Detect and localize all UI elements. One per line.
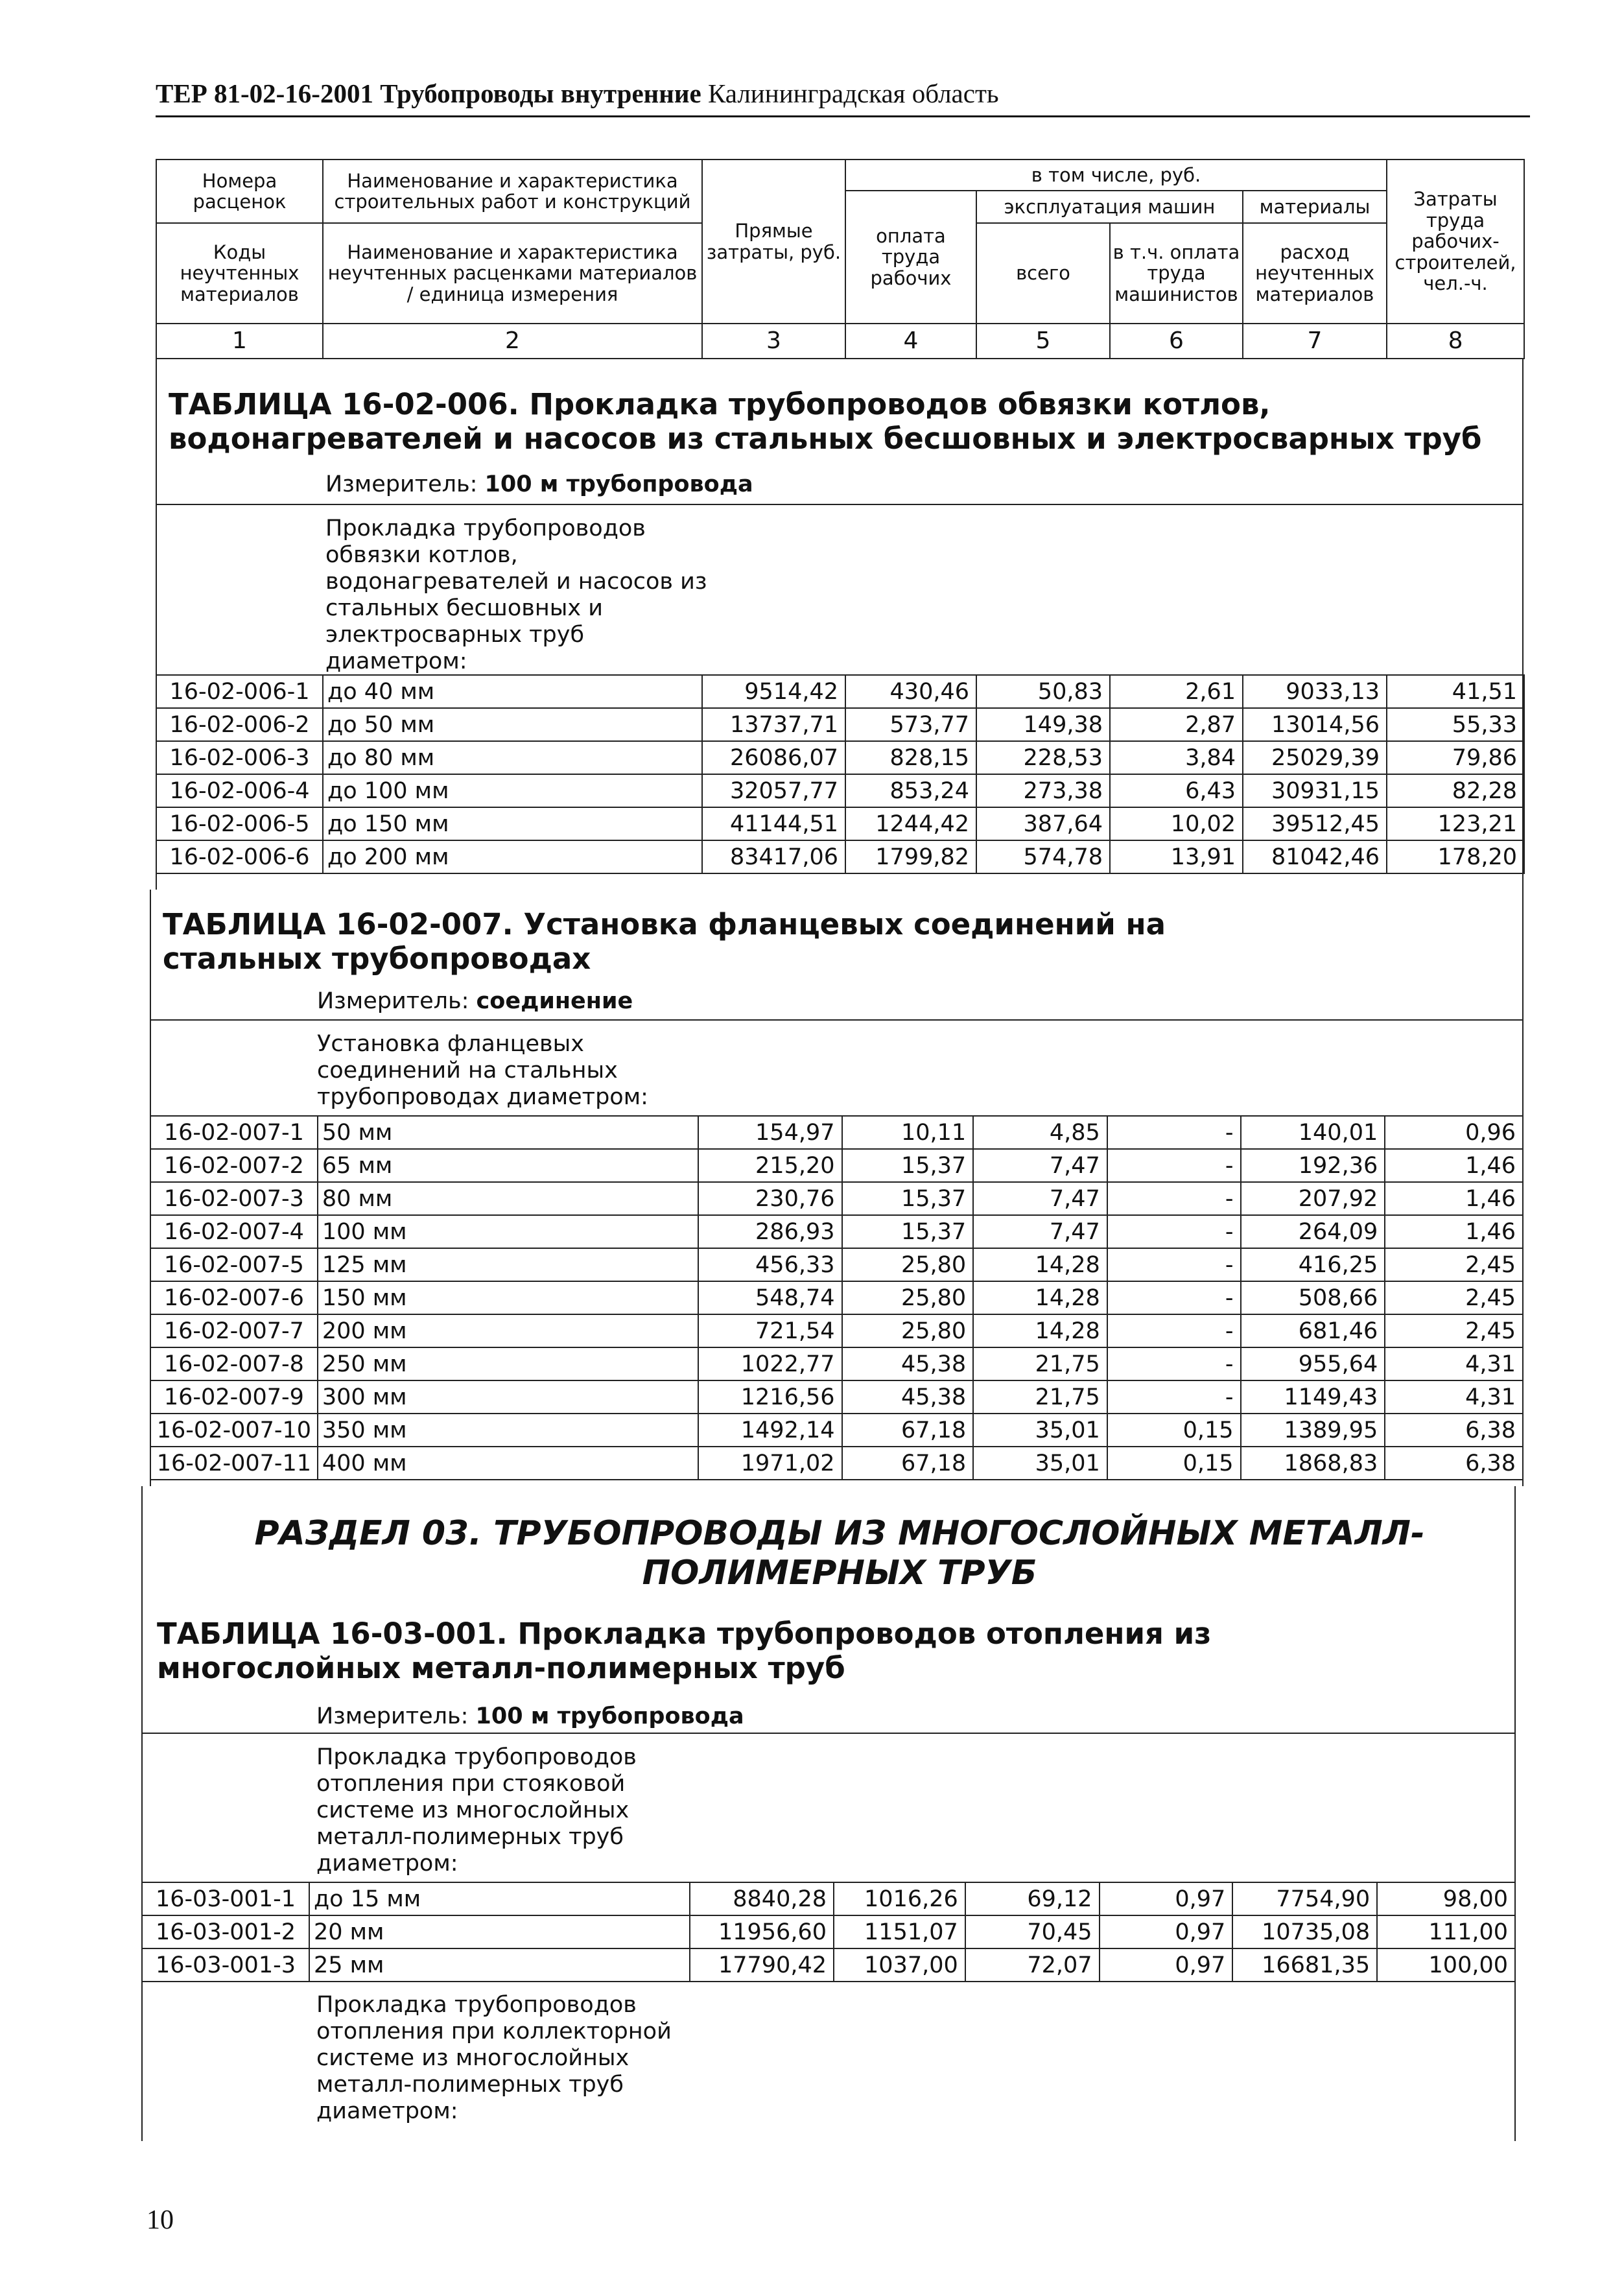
rate-value: 573,77	[845, 708, 976, 741]
rate-value: 0,96	[1385, 1116, 1523, 1149]
rates-table	[141, 1882, 1516, 1982]
rate-name: 25 мм	[309, 1948, 690, 1982]
rate-code: 16-02-007-1	[150, 1116, 318, 1149]
rate-value: 4,31	[1385, 1347, 1523, 1380]
rate-value: 14,28	[973, 1281, 1107, 1314]
rate-value: 955,64	[1241, 1347, 1385, 1380]
measure-value: 100 м трубопровода	[484, 471, 753, 497]
rate-name: до 200 мм	[323, 840, 702, 873]
table-row	[156, 774, 1524, 807]
rate-value: 0,97	[1100, 1882, 1233, 1915]
table-row	[150, 1116, 1523, 1149]
rate-value: 55,33	[1387, 708, 1524, 741]
rate-value: 4,31	[1385, 1380, 1523, 1414]
rate-value: 41144,51	[702, 807, 845, 840]
rate-value: 9033,13	[1243, 675, 1387, 708]
rate-value: 13737,71	[702, 708, 845, 741]
column-header-table	[156, 159, 1525, 359]
rate-code: 16-02-007-9	[150, 1380, 318, 1414]
rate-value: 25,80	[842, 1281, 974, 1314]
rate-value: 13014,56	[1243, 708, 1387, 741]
rate-value: 828,15	[845, 741, 976, 774]
rate-value: 6,38	[1385, 1414, 1523, 1447]
rates-table	[156, 674, 1525, 874]
rate-value: 0,97	[1100, 1948, 1233, 1982]
rate-name: 125 мм	[318, 1248, 698, 1281]
table-row	[150, 1215, 1523, 1248]
measure-line	[325, 471, 753, 497]
rate-value: 82,28	[1387, 774, 1524, 807]
rate-value: -	[1107, 1314, 1241, 1347]
rate-code: 16-02-006-3	[156, 741, 323, 774]
table-row	[150, 1414, 1523, 1447]
rate-value: 41,51	[1387, 675, 1524, 708]
rate-value: -	[1107, 1149, 1241, 1182]
rate-value: 39512,45	[1243, 807, 1387, 840]
rate-value: 25029,39	[1243, 741, 1387, 774]
rate-value: -	[1107, 1116, 1241, 1149]
col-number: 2	[323, 324, 702, 359]
rate-value: 67,18	[842, 1447, 974, 1480]
rate-value: 100,00	[1377, 1948, 1515, 1982]
rate-value: 10,02	[1110, 807, 1243, 840]
table-description-2: Прокладка трубопроводов отопления при коллекторной системе из многослойных металл-полимерных труб диаметром:	[316, 1992, 672, 2124]
table-row	[156, 708, 1524, 741]
table-row	[150, 1281, 1523, 1314]
rate-value: 1389,95	[1241, 1414, 1385, 1447]
table-16-02-007-block	[150, 890, 1524, 1486]
rate-value: 7,47	[973, 1182, 1107, 1215]
incl-header: в том числе, руб.	[845, 160, 1387, 191]
materials-header: материалы	[1243, 191, 1387, 223]
col-number: 4	[845, 324, 976, 359]
header-rule	[156, 115, 1530, 117]
rate-value: 13,91	[1110, 840, 1243, 873]
rate-value: 2,45	[1385, 1248, 1523, 1281]
doc-region: Калининградская область	[707, 78, 999, 108]
running-head	[156, 78, 1530, 109]
rate-value: 3,84	[1110, 741, 1243, 774]
col-number: 3	[702, 324, 845, 359]
rate-name: 20 мм	[309, 1915, 690, 1948]
rate-value: 1244,42	[845, 807, 976, 840]
table-title: ТАБЛИЦА 16-03-001. Прокладка трубопроводов отопления из многослойных металл-полимерных труб	[157, 1616, 1212, 1685]
rate-name: 200 мм	[318, 1314, 698, 1347]
rate-code: 16-02-007-8	[150, 1347, 318, 1380]
col2-top-header: Наименование и характеристика строительных работ и конструкций	[323, 160, 702, 223]
rate-name: 300 мм	[318, 1380, 698, 1414]
rate-code: 16-02-007-5	[150, 1248, 318, 1281]
rate-value: 6,43	[1110, 774, 1243, 807]
rate-value: 1151,07	[834, 1915, 965, 1948]
rate-name: 100 мм	[318, 1215, 698, 1248]
table-16-03-001-block	[141, 1486, 1516, 2141]
col-number: 6	[1110, 324, 1243, 359]
rate-value: 83417,06	[702, 840, 845, 873]
rate-value: 2,87	[1110, 708, 1243, 741]
rate-value: 35,01	[973, 1414, 1107, 1447]
rate-value: 81042,46	[1243, 840, 1387, 873]
rate-value: 154,97	[698, 1116, 842, 1149]
rate-value: -	[1107, 1380, 1241, 1414]
measure-line	[316, 1703, 744, 1729]
col-number: 5	[976, 324, 1110, 359]
rate-value: 32057,77	[702, 774, 845, 807]
rate-name: до 40 мм	[323, 675, 702, 708]
rate-value: -	[1107, 1248, 1241, 1281]
table-row	[150, 1380, 1523, 1414]
rate-value: 11956,60	[690, 1915, 834, 1948]
table-row	[150, 1447, 1523, 1480]
rate-value: 1,46	[1385, 1215, 1523, 1248]
table-row	[150, 1248, 1523, 1281]
rate-value: 15,37	[842, 1215, 974, 1248]
rate-code: 16-03-001-3	[142, 1948, 309, 1982]
rate-value: -	[1107, 1281, 1241, 1314]
rate-value: 387,64	[976, 807, 1110, 840]
rate-value: 230,76	[698, 1182, 842, 1215]
measure-line	[317, 988, 633, 1014]
machines-header: эксплуатация машин	[976, 191, 1243, 223]
rate-code: 16-02-006-5	[156, 807, 323, 840]
measure-label: Измеритель:	[325, 471, 478, 497]
rate-value: 681,46	[1241, 1314, 1385, 1347]
rate-name: 65 мм	[318, 1149, 698, 1182]
rate-value: 25,80	[842, 1248, 974, 1281]
doc-title: Трубопроводы внутренние	[380, 78, 701, 108]
rate-value: 1799,82	[845, 840, 976, 873]
rate-value: 98,00	[1377, 1882, 1515, 1915]
rate-value: 286,93	[698, 1215, 842, 1248]
rate-name: до 80 мм	[323, 741, 702, 774]
rate-value: 0,15	[1107, 1414, 1241, 1447]
rate-value: 416,25	[1241, 1248, 1385, 1281]
table-row	[156, 840, 1524, 873]
rate-value: 25,80	[842, 1314, 974, 1347]
rate-value: 0,15	[1107, 1447, 1241, 1480]
table-row	[150, 1347, 1523, 1380]
rate-value: 35,01	[973, 1447, 1107, 1480]
section-heading-line1: РАЗДЕЛ 03. ТРУБОПРОВОДЫ ИЗ МНОГОСЛОЙНЫХ МЕТАЛЛ-	[254, 1514, 1425, 1553]
table-description: Установка фланцевых соединений на стальных трубопроводах диаметром:	[317, 1031, 648, 1110]
table-title: ТАБЛИЦА 16-02-006. Прокладка трубопроводов обвязки котлов, водонагревателей и насосов из стальных бесшовных и электросварных труб	[169, 387, 1482, 456]
rate-value: 123,21	[1387, 807, 1524, 840]
table-description: Прокладка трубопроводов обвязки котлов, водонагревателей и насосов из стальных бесшовных и электросварных труб диаметром:	[325, 515, 707, 674]
rate-name: до 150 мм	[323, 807, 702, 840]
col-number: 8	[1387, 324, 1524, 359]
measure-label: Измеритель:	[317, 988, 469, 1014]
rate-value: 7,47	[973, 1215, 1107, 1248]
page-number: 10	[147, 2205, 174, 2235]
rate-value: 1149,43	[1241, 1380, 1385, 1414]
rate-name: 250 мм	[318, 1347, 698, 1380]
rate-code: 16-02-007-7	[150, 1314, 318, 1347]
col6-header: в т.ч. оплата труда машинистов	[1110, 223, 1243, 324]
col8-header: Затраты труда рабочих-строителей, чел.-ч.	[1387, 160, 1524, 324]
rate-name: до 100 мм	[323, 774, 702, 807]
rate-value: 0,97	[1100, 1915, 1233, 1948]
rate-value: 21,75	[973, 1347, 1107, 1380]
table-row	[150, 1314, 1523, 1347]
rate-value: 1037,00	[834, 1948, 965, 1982]
measure-value: 100 м трубопровода	[475, 1703, 744, 1729]
rate-value: 264,09	[1241, 1215, 1385, 1248]
col2-bottom-header: Наименование и характеристика неучтенных расценками материалов / единица измерения	[323, 223, 702, 324]
rate-value: 70,45	[965, 1915, 1100, 1948]
table-row	[142, 1915, 1515, 1948]
rate-value: 15,37	[842, 1149, 974, 1182]
rate-value: 16681,35	[1232, 1948, 1377, 1982]
measure-value: соединение	[476, 988, 633, 1014]
table-16-02-006-block	[156, 358, 1524, 890]
col1-bottom-header: Коды неучтенных материалов	[156, 223, 323, 324]
rate-code: 16-02-007-11	[150, 1447, 318, 1480]
rate-value: 69,12	[965, 1882, 1100, 1915]
table-title: ТАБЛИЦА 16-02-007. Установка фланцевых соединений на стальных трубопроводах	[163, 907, 1166, 976]
rate-value: 45,38	[842, 1347, 974, 1380]
rate-name: до 50 мм	[323, 708, 702, 741]
col4-header: оплата труда рабочих	[845, 191, 976, 324]
rate-value: 140,01	[1241, 1116, 1385, 1149]
rate-value: 50,83	[976, 675, 1110, 708]
rate-code: 16-02-007-4	[150, 1215, 318, 1248]
table-row	[156, 807, 1524, 840]
rate-code: 16-02-006-4	[156, 774, 323, 807]
table-description: Прокладка трубопроводов отопления при стояковой системе из многослойных металл-полимерных труб диаметром:	[316, 1744, 637, 1877]
rate-code: 16-03-001-2	[142, 1915, 309, 1948]
rate-value: 1868,83	[1241, 1447, 1385, 1480]
rate-value: 14,28	[973, 1314, 1107, 1347]
rate-name: 150 мм	[318, 1281, 698, 1314]
col5-header: всего	[976, 223, 1110, 324]
rate-value: 1971,02	[698, 1447, 842, 1480]
rate-value: 149,38	[976, 708, 1110, 741]
rate-value: 8840,28	[690, 1882, 834, 1915]
rate-value: 79,86	[1387, 741, 1524, 774]
rate-value: 2,45	[1385, 1314, 1523, 1347]
rate-code: 16-02-007-10	[150, 1414, 318, 1447]
rate-value: 721,54	[698, 1314, 842, 1347]
rate-value: 548,74	[698, 1281, 842, 1314]
rate-code: 16-02-007-2	[150, 1149, 318, 1182]
rate-name: 350 мм	[318, 1414, 698, 1447]
rate-value: -	[1107, 1215, 1241, 1248]
rate-value: 508,66	[1241, 1281, 1385, 1314]
rate-value: 2,61	[1110, 675, 1243, 708]
rate-value: 178,20	[1387, 840, 1524, 873]
rate-name: 400 мм	[318, 1447, 698, 1480]
rates-table	[150, 1115, 1524, 1480]
rate-value: 7754,90	[1232, 1882, 1377, 1915]
col3-header: Прямые затраты, руб.	[702, 160, 845, 324]
rate-code: 16-02-006-2	[156, 708, 323, 741]
rate-value: 430,46	[845, 675, 976, 708]
rate-value: 67,18	[842, 1414, 974, 1447]
table-row	[156, 741, 1524, 774]
measure-label: Измеритель:	[316, 1703, 469, 1729]
table-row	[150, 1182, 1523, 1215]
rate-value: 853,24	[845, 774, 976, 807]
rate-value: 6,38	[1385, 1447, 1523, 1480]
rate-code: 16-02-007-3	[150, 1182, 318, 1215]
rate-code: 16-03-001-1	[142, 1882, 309, 1915]
rate-value: 26086,07	[702, 741, 845, 774]
table-row	[142, 1948, 1515, 1982]
rate-value: 1492,14	[698, 1414, 842, 1447]
rate-value: 21,75	[973, 1380, 1107, 1414]
table-row	[150, 1149, 1523, 1182]
col1-top-header: Номера расценок	[156, 160, 323, 223]
rate-value: 273,38	[976, 774, 1110, 807]
col7-header: расход неучтенных материалов	[1243, 223, 1387, 324]
rate-value: 1016,26	[834, 1882, 965, 1915]
rate-value: 4,85	[973, 1116, 1107, 1149]
rate-name: 80 мм	[318, 1182, 698, 1215]
rate-code: 16-02-006-6	[156, 840, 323, 873]
rate-code: 16-02-006-1	[156, 675, 323, 708]
rate-name: 50 мм	[318, 1116, 698, 1149]
rate-value: 215,20	[698, 1149, 842, 1182]
rate-value: 1022,77	[698, 1347, 842, 1380]
rate-value: 45,38	[842, 1380, 974, 1414]
section-heading-line2: ПОЛИМЕРНЫХ ТРУБ	[642, 1553, 1037, 1592]
rate-value: 192,36	[1241, 1149, 1385, 1182]
col-number: 1	[156, 324, 323, 359]
rate-value: 574,78	[976, 840, 1110, 873]
rate-value: 7,47	[973, 1149, 1107, 1182]
rate-value: 10,11	[842, 1116, 974, 1149]
doc-code: ТЕР 81-02-16-2001	[156, 78, 373, 108]
table-row	[156, 675, 1524, 708]
rate-value: 1216,56	[698, 1380, 842, 1414]
rate-value: 72,07	[965, 1948, 1100, 1982]
rate-value: 1,46	[1385, 1182, 1523, 1215]
rate-value: 2,45	[1385, 1281, 1523, 1314]
rate-value: -	[1107, 1347, 1241, 1380]
rate-value: 1,46	[1385, 1149, 1523, 1182]
col-number: 7	[1243, 324, 1387, 359]
rate-value: -	[1107, 1182, 1241, 1215]
rate-code: 16-02-007-6	[150, 1281, 318, 1314]
column-number-row	[156, 324, 1524, 359]
rate-value: 30931,15	[1243, 774, 1387, 807]
rate-value: 9514,42	[702, 675, 845, 708]
table-row	[142, 1882, 1515, 1915]
rate-value: 228,53	[976, 741, 1110, 774]
rate-value: 10735,08	[1232, 1915, 1377, 1948]
rate-value: 14,28	[973, 1248, 1107, 1281]
rate-value: 17790,42	[690, 1948, 834, 1982]
rate-value: 111,00	[1377, 1915, 1515, 1948]
rate-name: до 15 мм	[309, 1882, 690, 1915]
rate-value: 456,33	[698, 1248, 842, 1281]
rate-value: 15,37	[842, 1182, 974, 1215]
rate-value: 207,92	[1241, 1182, 1385, 1215]
